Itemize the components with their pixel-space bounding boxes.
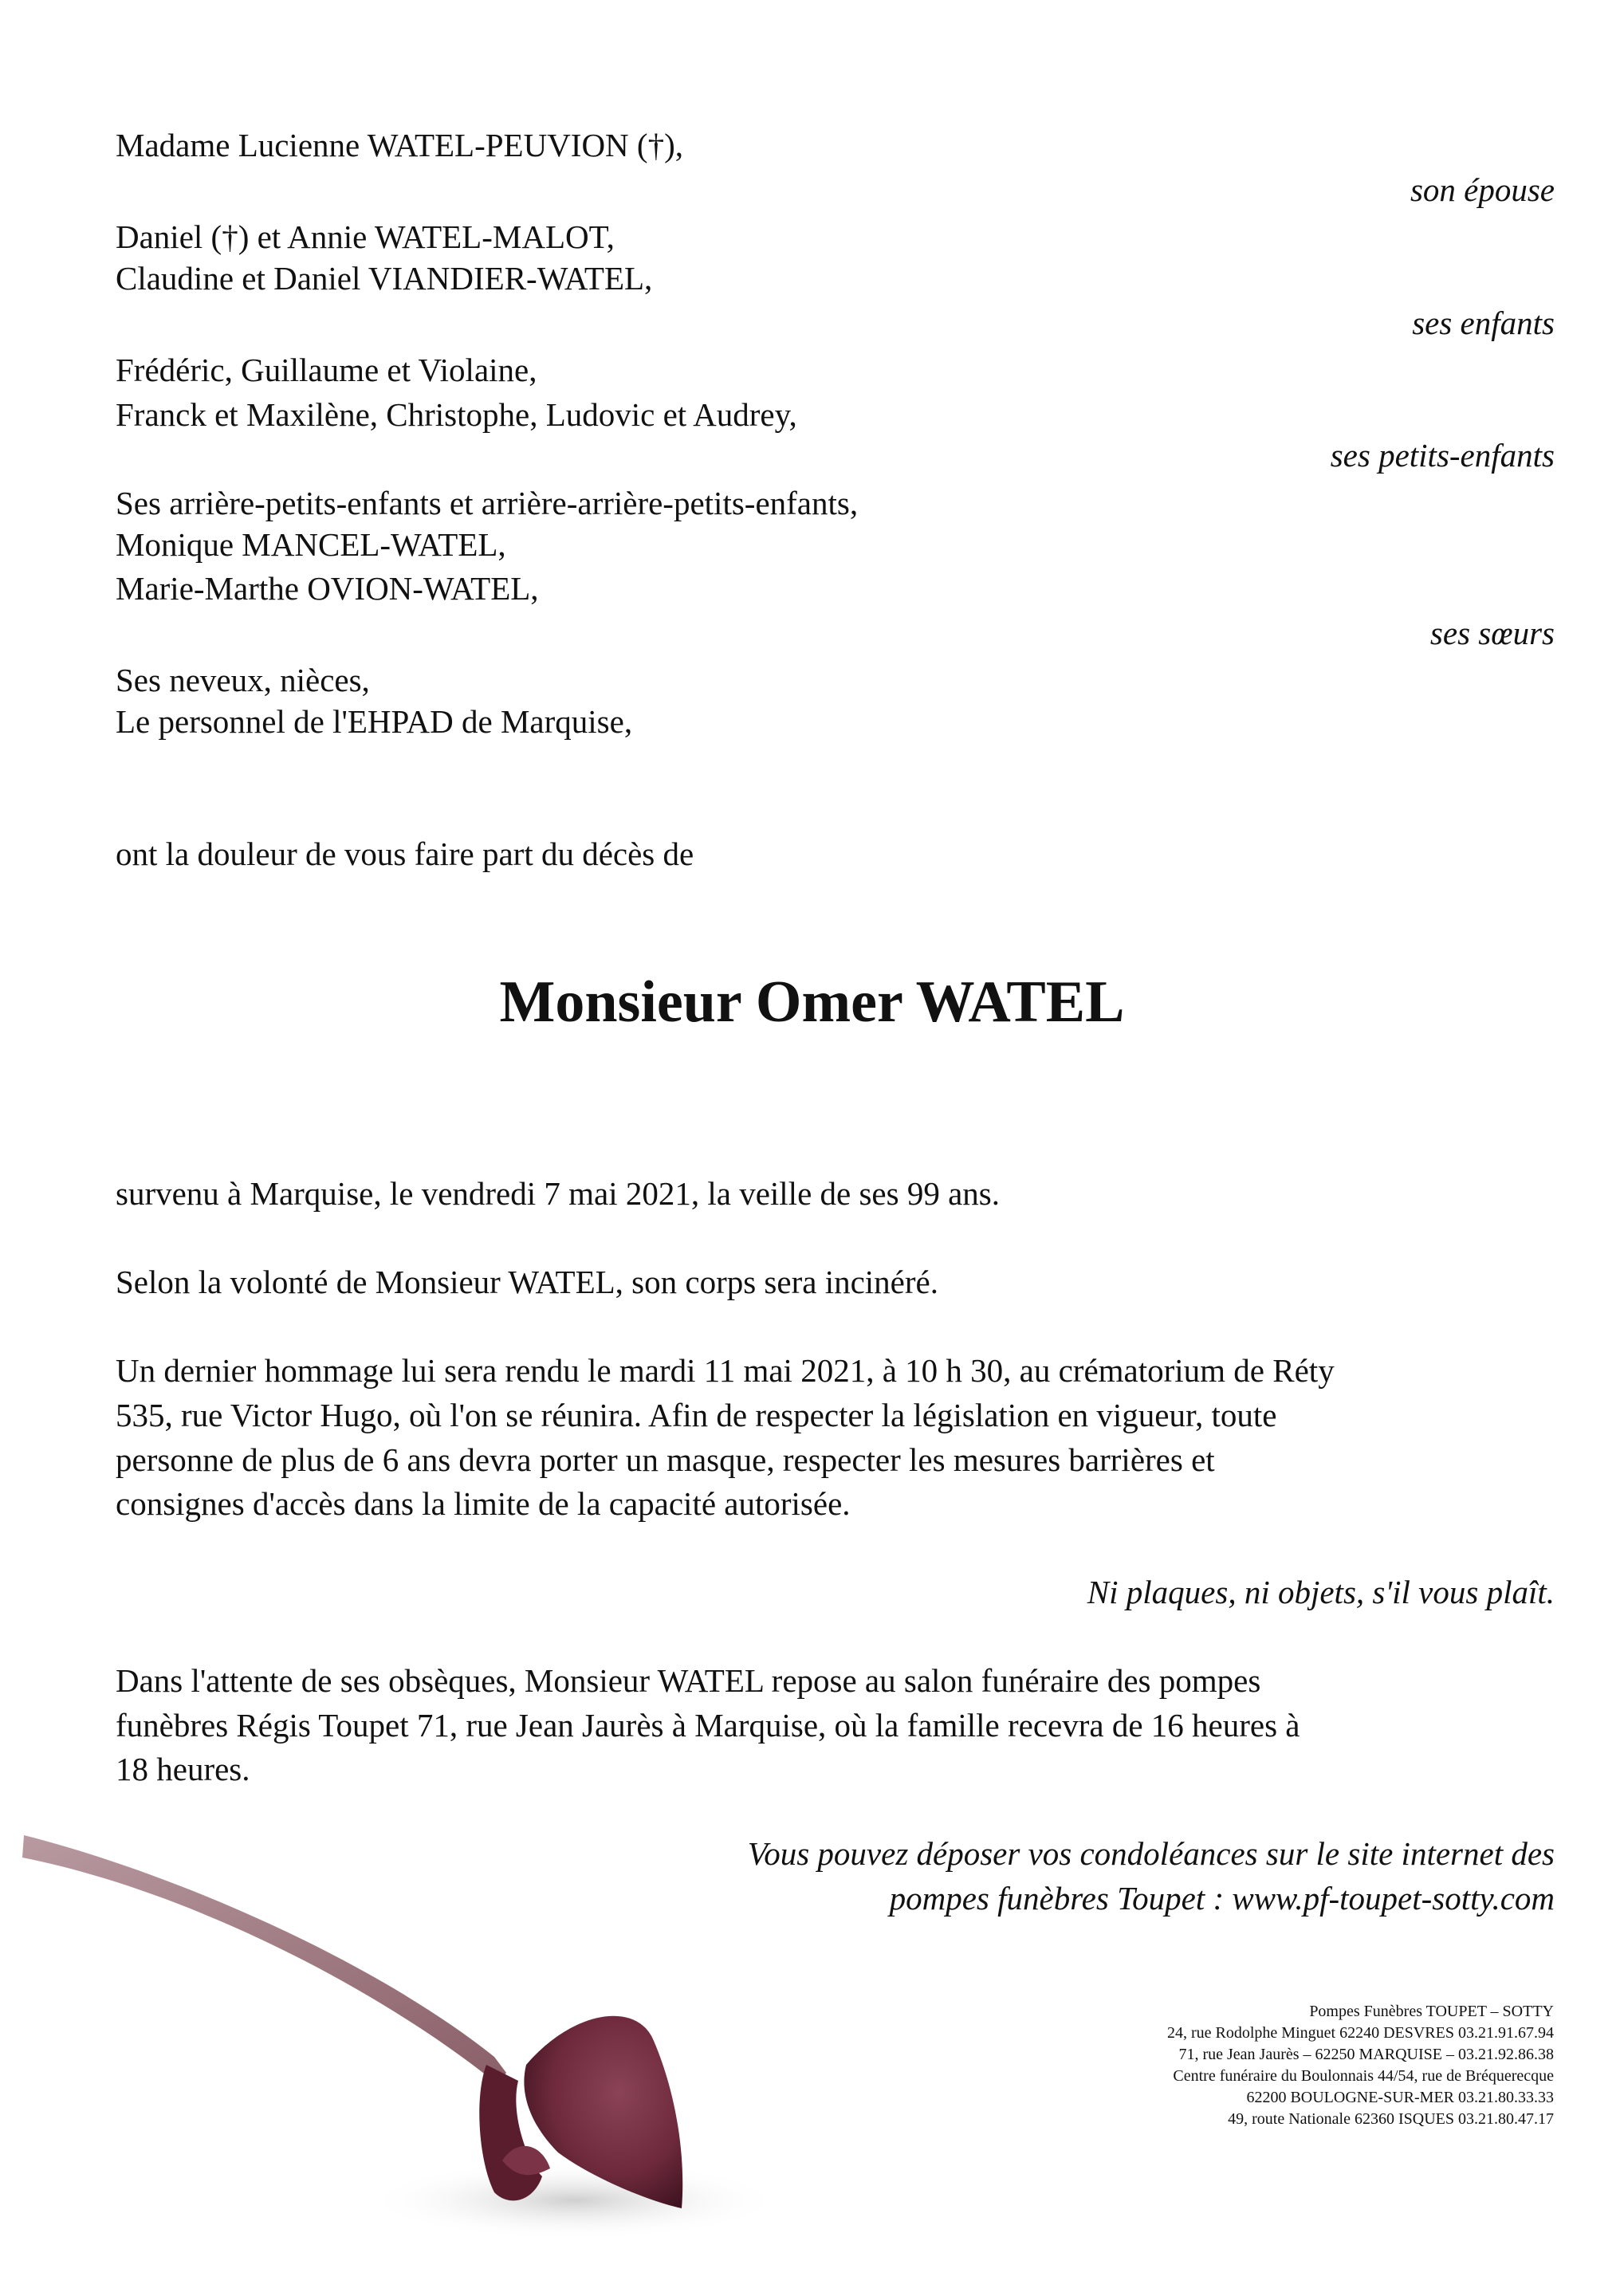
funeral-home-contact [1167, 2001, 1554, 2130]
relation-sisters: ses sœurs [1429, 615, 1555, 651]
death-details: survenu à Marquise, le vendredi 7 mai 2021, la veille de ses 99 ans. [116, 1175, 1000, 1212]
family-line-spouse: Madame Lucienne WATEL-PEUVION (†), [116, 127, 683, 163]
no-flowers-notice: Ni plaques, ni objets, s'il vous plaît. [1087, 1574, 1555, 1610]
funeral-home-name: Pompes Funèbres TOUPET – SOTTY [1309, 2003, 1554, 2020]
family-line-nephews: Ses neveux, nièces, [116, 662, 370, 698]
family-line-grandchildren-2: Franck et Maxilène, Christophe, Ludovic et Audrey, [116, 396, 797, 433]
ceremony-line-1: Un dernier hommage lui sera rendu le mardi 11 mai 2021, à 10 h 30, au crématorium de Réty [116, 1352, 1335, 1389]
address-marquise: 71, rue Jean Jaurès – 62250 MARQUISE – 03.21.92.86.38 [1178, 2046, 1554, 2063]
family-line-great-grandchildren: Ses arrière-petits-enfants et arrière-arrière-petits-enfants, [116, 485, 859, 521]
family-line-sister-1: Monique MANCEL-WATEL, [116, 526, 506, 563]
visitation-line-1: Dans l'attente de ses obsèques, Monsieur WATEL repose au salon funéraire des pompes [116, 1662, 1261, 1699]
flower-stem [22, 1835, 506, 2085]
family-line-child-1: Daniel (†) et Annie WATEL-MALOT, [116, 218, 615, 255]
address-desvres: 24, rue Rodolphe Minguet 62240 DESVRES 03.21.91.67.94 [1167, 2024, 1554, 2042]
relation-children: ses enfants [1412, 305, 1555, 341]
condolences-line-1: Vous pouvez déposer vos condoléances sur le site internet des [747, 1835, 1555, 1872]
flower-shadow [367, 2160, 781, 2240]
calla-lily-image [16, 1826, 813, 2272]
visitation-line-3: 18 heures. [116, 1751, 250, 1787]
ceremony-line-2: 535, rue Victor Hugo, où l'on se réunira. Afin de respecter la législation en vigueur, toute [116, 1397, 1277, 1433]
family-line-ehpad-staff: Le personnel de l'EHPAD de Marquise, [116, 703, 633, 740]
family-line-sister-2: Marie-Marthe OVION-WATEL, [116, 570, 539, 607]
visitation-line-2: funèbres Régis Toupet 71, rue Jean Jaurès à Marquise, où la famille recevra de 16 heures à [116, 1707, 1300, 1744]
address-boulonnais-center: Centre funéraire du Boulonnais 44/54, rue de Bréquerecque [1173, 2067, 1554, 2085]
family-line-grandchildren-1: Frédéric, Guillaume et Violaine, [116, 352, 537, 388]
announcement-text: ont la douleur de vous faire part du décès de [116, 835, 694, 872]
address-boulogne: 62200 BOULOGNE-SUR-MER 03.21.80.33.33 [1246, 2089, 1554, 2106]
ceremony-line-4: consignes d'accès dans la limite de la capacité autorisée. [116, 1485, 851, 1522]
relation-grandchildren: ses petits-enfants [1330, 437, 1555, 474]
cremation-notice: Selon la volonté de Monsieur WATEL, son corps sera incinéré. [116, 1264, 938, 1300]
deceased-name: Monsieur Omer WATEL [499, 969, 1125, 1035]
condolences-line-2: pompes funèbres Toupet : www.pf-toupet-sotty.com [889, 1880, 1555, 1917]
relation-spouse: son épouse [1410, 171, 1555, 208]
family-line-child-2: Claudine et Daniel VIANDIER-WATEL, [116, 260, 653, 297]
address-isques: 49, route Nationale 62360 ISQUES 03.21.80.47.17 [1228, 2110, 1554, 2128]
ceremony-line-3: personne de plus de 6 ans devra porter un masque, respecter les mesures barrières et [116, 1441, 1215, 1478]
